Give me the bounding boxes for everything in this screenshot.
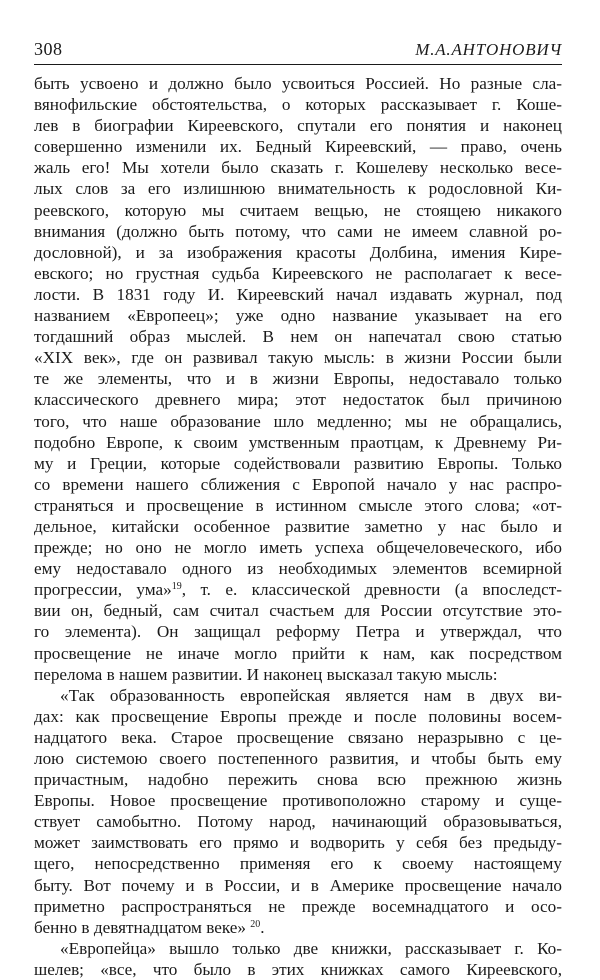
text-line: шелев; «все, что было в этих книжках самого Киреевского, [34,959,562,979]
text-line: жаль его! Мы хотели было сказать г. Кошелеву несколько весе- [34,158,562,178]
text-line: лев в биографии Киреевского, спутали его понятия и наконец [34,116,562,136]
page-header [34,34,562,60]
quote-line: может заимствовать его прямо и водворить у себя без предыду- [34,833,562,853]
quote-line: «Так образованность европейская является нам в двух ви- [60,685,562,705]
text-line: ему недоставало одного из необходимых элементов всемирной [34,559,562,579]
page-number: 308 [34,39,63,59]
footnote-ref-19[interactable]: 19 [171,581,182,593]
text-fragment: прогрессии, ума» [34,580,172,600]
text-line: му и Греции, которые содействовали развитию Европы. Только [34,453,562,473]
text-line [34,579,562,600]
text-line: просвещение не иначе могло прийти к нам, как посредством [34,643,562,663]
quote-line: приметно распространяться не прежде восемнадцатого и осо- [34,896,562,916]
quote-line: лою системою своего постепенного развития, и чтобы быть ему [34,749,562,768]
running-head-author: М.А.АНТОНОВИЧ [415,40,562,59]
text-line: быть усвоено и должно было усвоиться Россией. Но разные сла- [34,74,562,93]
quote-line: быту. Вот почему и в России, и в Америке просвещение начало [34,875,562,895]
text-line: го элемента). Он защищал реформу Петра и утверждал, что [34,622,562,642]
text-line: дельное, китайски особенное развитие заметно у нас было и [34,516,562,536]
footnote-ref-20[interactable]: 20 [250,918,261,930]
text-line: тогдашний образ мыслей. В нем он напечатал свою статью [34,327,562,347]
text-line: того, что наше образование шло медленно; мы не обращались, [34,411,562,431]
body-text [34,73,562,980]
text-line: «Европейца» вышло только две книжки, рассказывает г. Ко- [60,938,562,958]
quote-line: причастным, надобно пережить снова всю прежнюю жизнь [34,770,562,790]
text-fragment: бенно в девятнадцатом веке» [34,917,246,937]
text-line: подобно Европе, к своим умственным праотцам, к Древнему Ри- [34,432,562,452]
text-line: евского; но грустная судьба Киреевского не располагает к весе- [34,263,562,283]
text-line: со времени нашего сближения с Европой начало у нас распро- [34,474,562,494]
text-fragment: . [260,917,265,937]
text-line: названием «Европеец»; уже одно название указывает на его [34,306,562,326]
text-line: классического древнего мира; этот недостаток был причиною [34,390,562,410]
header-rule [34,64,562,65]
text-line: страняться и просвещение в истинном смысле этого слова; «от- [34,495,562,515]
quote-line [34,917,562,938]
text-fragment: , т. е. классической древности (а впоследст- [181,580,563,600]
quote-line: дах: как просвещение Европы прежде и после половины восем- [34,706,562,726]
text-line: реевского, которую мы считаем вещью, не стоящею никакого [34,200,562,220]
text-line: те же элементы, что и в жизни Европы, недоставало только [34,369,562,389]
text-line: вянофильские обстоятельства, о которых рассказывает г. Коше- [34,95,562,115]
text-line: вии он, бедный, сам считал счастьем для России отсутствие это- [34,601,562,621]
quote-line: ствует самобытно. Потому народ, начинающий образовываться, [34,812,562,832]
quote-line: Европы. Новое просвещение противоположно старому и суще- [34,791,562,811]
text-line: совершенно изменили их. Бедный Киреевский, — право, очень [34,137,562,157]
text-line: лых слов за его излишнюю внимательность к родословной Ки- [34,179,562,199]
quote-line: надцатого века. Старое просвещение связано неразрывно с це- [34,727,562,747]
text-line: дословной), и за изображения красоты Долбина, имения Кире- [34,242,562,262]
text-line: прежде; но оно не могло иметь успеха общечеловеческого, ибо [34,538,562,558]
text-line: «XIX век», где он развивал такую мысль: в жизни России были [34,348,562,368]
quote-line: щего, непосредственно применяя его к своему настоящему [34,854,562,874]
text-line: лости. В 1831 году И. Киреевский начал издавать журнал, под [34,284,562,304]
text-line: внимания (должно быть потому, что сами не имеем славной ро- [34,221,562,241]
text-line: перелома в нашем развитии. И наконец высказал такую мысль: [34,664,498,684]
